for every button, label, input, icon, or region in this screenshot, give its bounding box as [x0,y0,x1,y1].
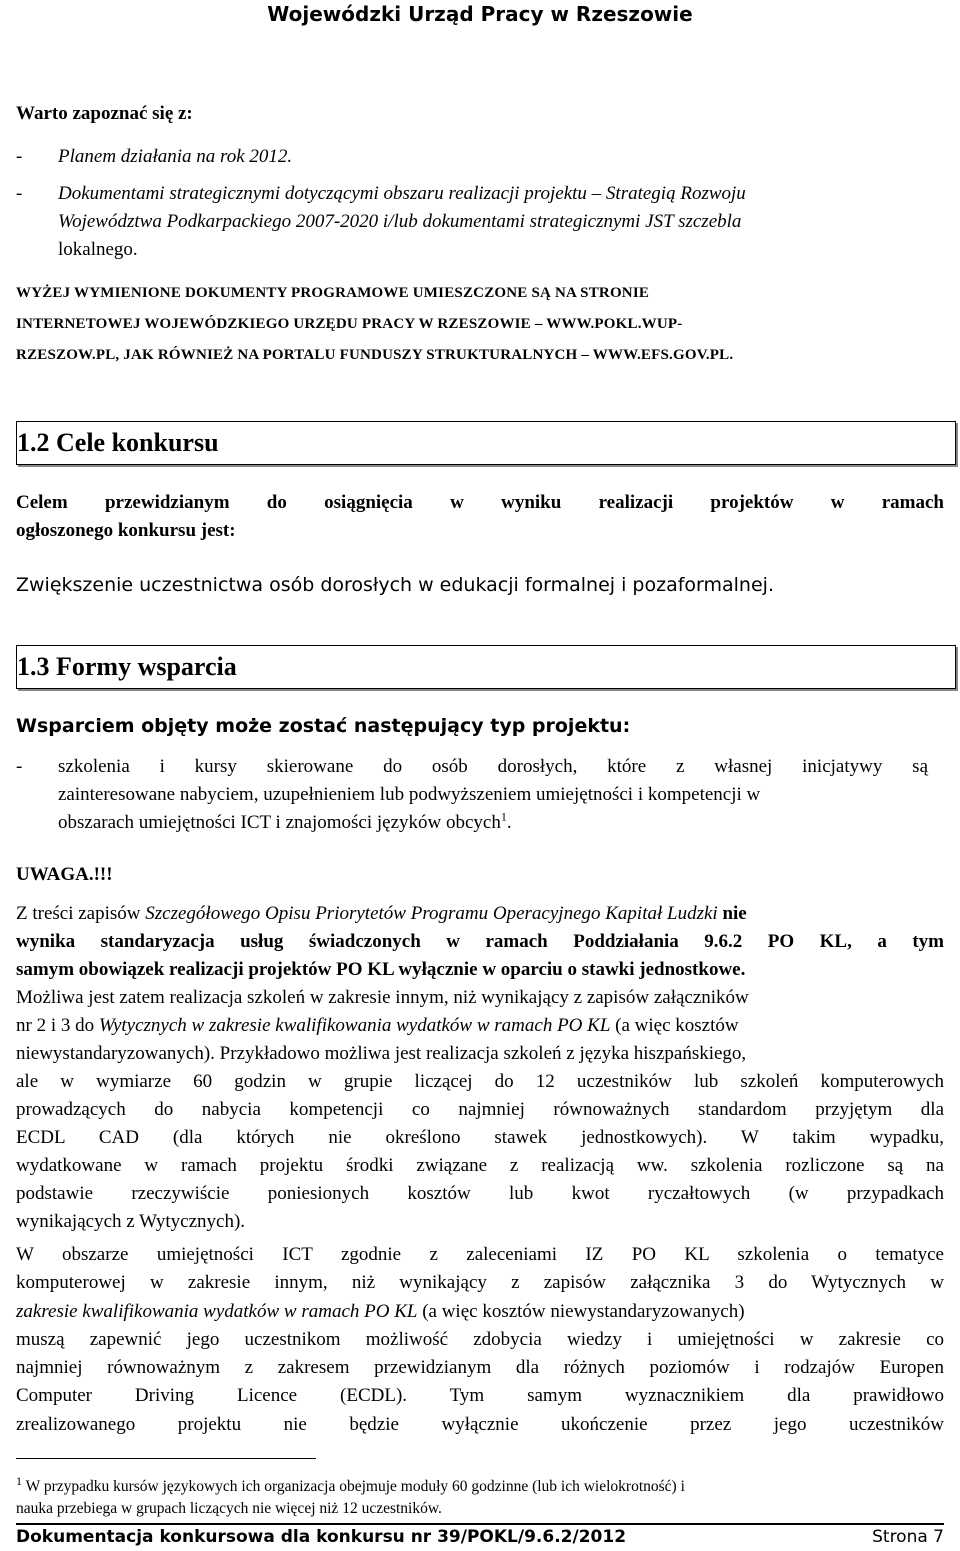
text-line: muszą zapewnić jego uczestnikom możliwość zdobycia wiedzy i umiejętności w zakresie co [16,1328,944,1350]
intro-item-2 [58,180,928,264]
text-line: szkolenia i kursy skierowane do osób dorosłych, które z własnej inicjatywy są [58,756,928,777]
notice-block [16,278,944,371]
warning-paragraph-1 [16,900,944,1236]
text-line: wynika standaryzacja usług świadczonych w ramach Poddziałania 9.6.2 PO KL, a tym [16,931,944,952]
footnote-separator [16,1458,316,1459]
text-line: najmniej równoważnym z zakresem przewidzianym dla różnych poziomów i rodzajów Europen [16,1357,944,1379]
text-line: zainteresowane nabyciem, uzupełnieniem lub podwyższeniem umiejętności i kompetencji w [58,784,761,805]
text-line: Województwa Podkarpackiego 2007-2020 i/lub dokumentami strategicznymi JST szczebla [58,211,742,232]
footer-document-title: Dokumentacja konkursowa dla konkursu nr 39/POKL/9.6.2/2012 [16,1527,627,1547]
text-line: RZESZOW.PL, JAK RÓWNIEŻ NA PORTALU FUNDUSZY STRUKTURALNYCH – WWW.EFS.GOV.PL. [16,347,734,363]
text-line: zakresie kwalifikowania wydatków w ramach PO KL (a więc kosztów niewystandaryzowanych) [16,1300,745,1322]
text-line: obszarach umiejętności ICT i znajomości języków obcych$^1$. [58,809,512,833]
text-line: WYŻEJ WYMIENIONE DOKUMENTY PROGRAMOWE UMIESZCZONE SĄ NA STRONIE [16,285,650,301]
text-line: ogłoszonego konkursu jest: [16,520,236,541]
text-line: Możliwa jest zatem realizacja szkoleń w zakresie innym, niż wynikający z zapisów załączników [16,987,749,1008]
intro-list-item [16,180,944,264]
warning-label: UWAGA.!!! [16,864,113,885]
text-line: nr 2 i 3 do Wytycznych w zakresie kwalifikowania wydatków w ramach PO KL (a więc kosztów [16,1015,739,1036]
intro-heading: Warto zapoznać się z: [16,103,193,124]
text-line: Dokumentami strategicznymi dotyczącymi obszaru realizacji projektu – Strategią Rozwoju [58,183,746,204]
footnote [16,1473,936,1520]
text-line: Celem przewidzianym do osiągnięcia w wyniku realizacji projektów w ramach [16,492,944,513]
support-item-text [58,753,928,837]
support-list-item [16,753,944,837]
text-line: ale w wymiarze 60 godzin w grupie liczącej do 12 uczestników lub szkoleń komputerowych [16,1071,944,1092]
text-line: Computer Driving Licence (ECDL). Tym samym wyznacznikiem dla prawidłowo [16,1385,944,1407]
warning-paragraph-2 [16,1241,944,1439]
text-line: nauka przebiega w grupach liczących nie więcej niż 12 uczestników. [16,1500,442,1517]
text-line: niewystandaryzowanych). Przykładowo możliwa jest realizacja szkoleń z języka hiszpańskiego, [16,1043,747,1064]
list-dash: - [16,146,23,167]
text-line: Z treści zapisów Szczegółowego Opisu Priorytetów Programu Operacyjnego Kapitał Ludzki nie [16,903,747,924]
list-dash: - [16,756,23,777]
page-number: Strona 7 [872,1527,944,1547]
section-title: 1.3 Formy wsparcia [17,652,237,681]
text-line: lokalnego. [58,239,138,260]
footnote-number: 1 [16,1473,22,1488]
intro-item-1: Planem działania na rok 2012. [58,146,293,167]
text-line: prowadzących do nabycia kompetencji co najmniej równoważnych standardom przyjętym dla [16,1099,944,1120]
text-line: wynikających z Wytycznych). [16,1211,246,1232]
list-dash: - [16,183,23,204]
text-line: W obszarze umiejętności ICT zgodnie z zaleceniami IZ PO KL szkolenia o tematyce [16,1244,944,1265]
text-line: samym obowiązek realizacji projektów PO KL wyłącznie w oparciu o stawki jednostkowe. [16,959,746,980]
text-line: ECDL CAD (dla których nie określono stawek jednostkowych). W takim wypadku, [16,1127,944,1148]
section-lead: Wsparciem objęty może zostać następujący typ projektu: [16,715,631,737]
text-line: INTERNETOWEJ WOJEWÓDZKIEGO URZĘDU PRACY W RZESZOWIE – WWW.POKL.WUP- [16,316,683,332]
section-title: 1.2 Cele konkursu [17,428,219,457]
section-goal: Zwiększenie uczestnictwa osób dorosłych w edukacji formalnej i pozaformalnej. [16,574,774,596]
page-footer [16,1524,944,1550]
section-heading-box [16,421,956,465]
intro-list-item [16,143,944,171]
text-line: wydatkowane w ramach projektu środki związane z realizacją ww. szkolenia rozliczone są na [16,1155,944,1176]
text-line: komputerowej w zakresie innym, niż wynikający z zapisów załącznika 3 do Wytycznych w [16,1272,944,1294]
text-line: zrealizowanego projektu nie będzie wyłącznie ukończenie przez jego uczestników [16,1413,944,1435]
section-heading-box [16,645,956,689]
footnote-ref: 1 [500,809,507,824]
text-line: $^1$ W przypadku kursów językowych ich organizacja obejmuje moduły 60 godzinne (lub ich wielokrotność) i [16,1473,685,1495]
section-lead [16,489,944,545]
page-header: Wojewódzki Urząd Pracy w Rzeszowie [267,2,693,26]
text-line: podstawie rzeczywiście poniesionych kosztów lub kwot ryczałtowych (w przypadkach [16,1183,944,1204]
